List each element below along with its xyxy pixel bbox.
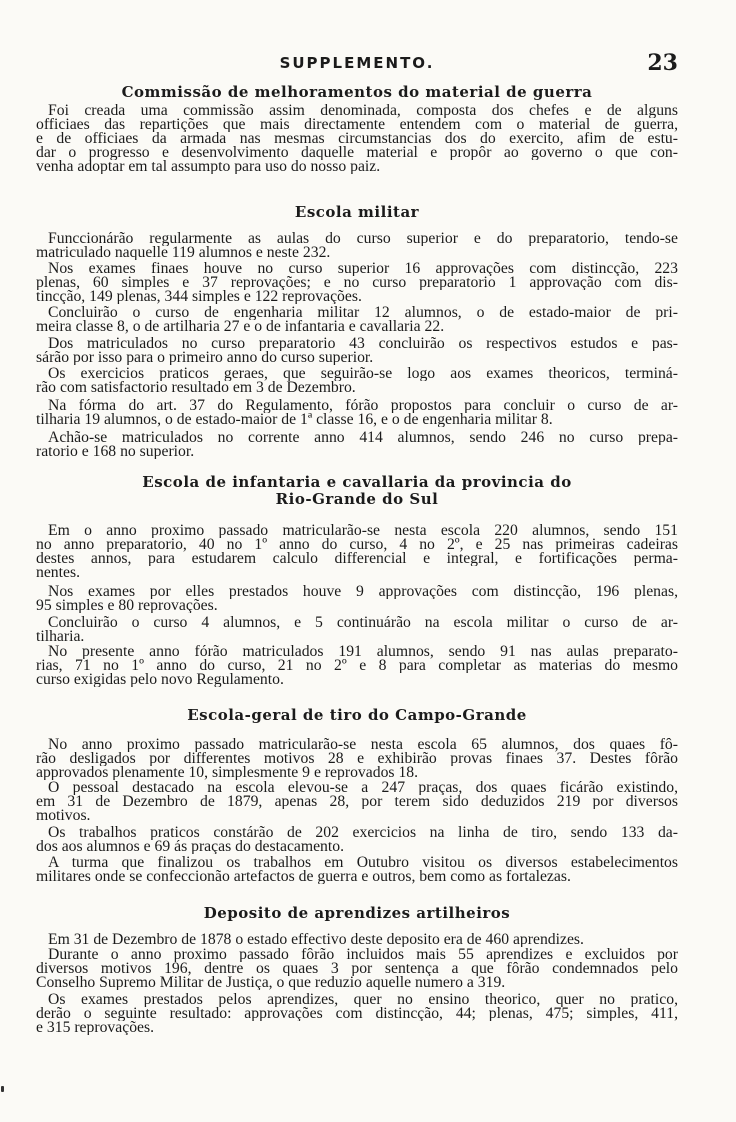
text-line: A turma que finalizou os trabalhos em Outubro visitou os diversos estabelecimentos (48, 856, 678, 870)
text-line: rão desligados por differentes motivos 28 e exhibirão provas finaes 37. Destes fôrão (36, 752, 678, 766)
text-line: Concluirão o curso 4 alumnos, e 5 continuárão na escola militar o curso de ar- (48, 616, 678, 630)
paragraph (36, 585, 678, 613)
paragraph (36, 993, 678, 1035)
section-title-line: Escola de infantaria e cavallaria da provincia do (142, 473, 572, 491)
paragraph (36, 616, 678, 644)
text-line: Dos matriculados no curso preparatorio 43 concluirão os respectivos estudos e pas- (48, 337, 678, 351)
text-line: sárão por isso para o primeiro anno do curso superior. (36, 351, 374, 365)
text-line: no anno preparatorio, 40 no 1º anno do curso, 4 no 2º, e 25 nas primeiras cadeiras (36, 538, 678, 552)
text-line: Os exercicios praticos geraes, que seguirão-se logo aos exames theoricos, terminá- (48, 367, 678, 381)
text-line: tilharia. (36, 630, 85, 644)
text-line: nentes. (36, 566, 80, 580)
text-line: plenas, 60 simples e 37 reprovações; e no curso preparatorio 1 approvação com dis- (36, 276, 678, 290)
paragraph (36, 104, 678, 174)
text-line: Concluirão o curso de engenharia militar 12 alumnos, o de estado-maior de pri- (48, 306, 678, 320)
paragraph (36, 367, 678, 395)
page-number: 23 (647, 50, 678, 76)
text-line: tilharia 19 alumnos, o de estado-maior de 1ª classe 16, e o de engenharia militar 8. (36, 413, 553, 427)
text-line: No anno proximo passado matricularão-se nesta escola 65 alumnos, dos quaes fô- (48, 738, 678, 752)
text-line: Em o anno proximo passado matricularão-se nesta escola 220 alumnos, sendo 151 (48, 524, 678, 538)
text-line: Os exames prestados pelos aprendizes, quer no ensino theorico, quer no pratico, (48, 993, 678, 1007)
paragraph (36, 645, 678, 687)
section-title-line: Rio-Grande do Sul (275, 490, 439, 508)
paragraph (36, 524, 678, 580)
text-line: dos aos alumnos e 69 ás praças do destacamento. (36, 840, 344, 854)
text-line: approvados plenamente 10, simplesmente 9 e reprovados 18. (36, 766, 419, 780)
running-title: SUPPLEMENTO. (279, 54, 435, 72)
paragraph (36, 232, 678, 260)
scan-edge-mark (1, 1086, 4, 1092)
text-line: curso exigidas pelo novo Regulamento. (36, 673, 284, 687)
text-line: Durante o anno proximo passado fôrão incluidos mais 55 aprendizes e excluidos por (48, 948, 678, 962)
paragraph (36, 431, 678, 459)
paragraph (36, 262, 678, 304)
text-line: rão com satisfactorio resultado em 3 de Dezembro. (36, 381, 356, 395)
text-line: dar o progresso e desenvolvimento daquelle material e propôr ao governo o que con- (36, 146, 678, 160)
text-line: rias, 71 no 1º anno do curso, 21 no 2º e 8 para completar as materias do mesmo (36, 659, 678, 673)
text-line: Os trabalhos praticos constárão de 202 exercicios na linha de tiro, sendo 133 da- (48, 826, 678, 840)
text-line: e de officiaes da armada nas mesmas circumstancias dos do exercito, afim de estu- (36, 132, 678, 146)
text-line: No presente anno fórão matriculados 191 alumnos, sendo 91 nas aulas preparato- (48, 645, 678, 659)
text-line: Funccionárão regularmente as aulas do curso superior e do preparatorio, tendo-se (48, 232, 678, 246)
text-line: 95 simples e 80 reprovações. (36, 599, 218, 613)
section-title: Escola-geral de tiro do Campo-Grande (187, 706, 527, 724)
paragraph (36, 306, 678, 334)
text-line: e 315 reprovações. (36, 1021, 155, 1035)
section-title (36, 474, 678, 508)
text-line: motivos. (36, 809, 91, 823)
paragraph (36, 933, 678, 947)
text-line: ratorio e 168 no superior. (36, 445, 195, 459)
text-line: militares onde se confeccionão artefactos de guerra e outros, bem como as fortalezas. (36, 870, 571, 884)
paragraph (36, 948, 678, 990)
text-line: meira classe 8, o de artilharia 27 e o de infantaria e cavallaria 22. (36, 320, 445, 334)
text-line: derão o seguinte resultado: approvações com distincção, 44; plenas, 475; simples, 411, (36, 1007, 678, 1021)
paragraph (36, 856, 678, 884)
paragraph (36, 399, 678, 427)
text-line: Nos exames finaes houve no curso superior 16 approvações com distincção, 223 (48, 262, 678, 276)
text-line: matriculado naquelle 119 alumnos e neste 232. (36, 246, 331, 260)
page-header (36, 52, 678, 82)
text-line: O pessoal destacado na escola elevou-se a 247 praças, dos quaes ficárão existindo, (48, 781, 678, 795)
text-line: venha adoptar em tal assumpto para uso do nosso paiz. (36, 160, 381, 174)
paragraph (36, 337, 678, 365)
text-line: Em 31 de Dezembro de 1878 o estado effectivo deste deposito era de 460 aprendizes. (48, 933, 584, 947)
text-line: Nos exames por elles prestados houve 9 approvações com distincção, 196 plenas, (48, 585, 678, 599)
text-line: tincção, 149 plenas, 344 simples e 122 reprovações. (36, 290, 362, 304)
paragraph (36, 738, 678, 780)
text-line: Na fórma do art. 37 do Regulamento, fórão propostos para concluir o curso de ar- (48, 399, 678, 413)
text-line: Foi creada uma commissão assim denominada, composta dos chefes e de alguns (48, 104, 678, 118)
section-title: Deposito de aprendizes artilheiros (203, 904, 511, 922)
section-title: Escola militar (294, 203, 420, 221)
text-line: Conselho Supremo Militar de Justiça, o que reduzio aquelle numero a 319. (36, 976, 506, 990)
text-line: diversos motivos 196, dentre os quaes 3 por sentença a que fôrão condemnados pelo (36, 962, 678, 976)
text-line: destes annos, para estudarem calculo differencial e integral, e fortificações perma- (36, 552, 678, 566)
section-title: Commissão de melhoramentos do material de guerra (121, 83, 593, 101)
paragraph (36, 781, 678, 823)
text-line: officiaes das repartições que mais directamente entendem com o material de guerra, (36, 118, 678, 132)
text-line: Achão-se matriculados no corrente anno 414 alumnos, sendo 246 no curso prepa- (48, 431, 678, 445)
text-line: em 31 de Dezembro de 1879, apenas 28, por terem sido deduzidos 219 por diversos (36, 795, 678, 809)
paragraph (36, 826, 678, 854)
